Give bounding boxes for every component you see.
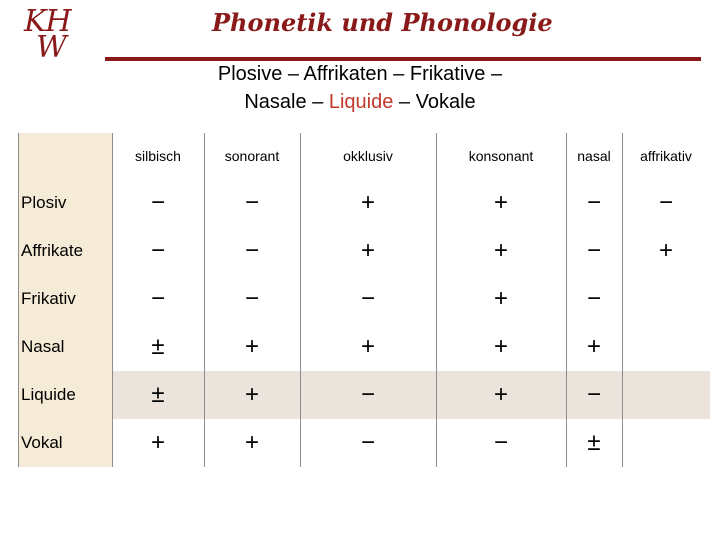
feature-value-cell: + [244,381,259,408]
feature-value-cell: + [586,333,601,360]
feature-value-cell [622,419,710,467]
column-header: sonorant [204,133,300,179]
column-header: okklusiv [300,133,436,179]
slide-title-line1: Plosive – Affrikaten – Frikative – [217,63,503,85]
feature-value-cell: + [493,381,508,408]
column-divider [622,133,623,467]
feature-value-cell: + [244,429,259,456]
feature-value-cell: − [150,189,165,216]
feature-value-cell: + [360,237,375,264]
column-divider [300,133,301,467]
column-header: silbisch [112,133,204,179]
column-divider [436,133,437,467]
feature-value-cell: − [493,429,508,456]
column-divider [18,133,19,467]
feature-value-cell: + [493,285,508,312]
feature-value-cell: − [244,189,259,216]
column-divider [204,133,205,467]
feature-table [18,133,710,467]
row-label: Nasal [18,323,112,371]
feature-value-cell: − [586,285,601,312]
feature-value-cell: − [586,189,601,216]
row-label: Frikativ [18,275,112,323]
feature-value-cell: + [360,333,375,360]
slide-title [150,60,570,116]
feature-value-cell [622,371,710,419]
feature-value-cell: − [586,237,601,264]
column-header: nasal [566,133,622,179]
feature-value-cell [622,275,710,323]
feature-value-cell: ± [151,381,165,408]
logo-line2: W [36,30,67,65]
course-title: Phonetik und Phonologie [212,8,553,37]
feature-value-cell: + [493,237,508,264]
column-divider [566,133,567,467]
row-label: Plosiv [18,179,112,227]
column-header: affrikativ [622,133,710,179]
feature-value-cell: − [360,285,375,312]
row-label: Affrikate [18,227,112,275]
feature-value-cell: − [360,429,375,456]
feature-value-cell: − [586,381,601,408]
logo-line1: KH [24,4,71,39]
slide-title-line2 [150,88,570,116]
slide-title-part2c: – Vokale [393,91,476,113]
feature-value-cell: − [150,285,165,312]
feature-value-cell: − [360,381,375,408]
slide-title-part2a: Nasale – [244,91,329,113]
feature-value-cell: + [150,429,165,456]
feature-value-cell: + [360,189,375,216]
feature-value-cell: − [244,237,259,264]
row-label: Vokal [18,419,112,467]
feature-value-cell: ± [587,429,601,456]
feature-value-cell: − [150,237,165,264]
column-divider [112,133,113,467]
slide-title-highlight: Liquide [328,91,394,113]
khw-logo [22,4,92,65]
column-header: konsonant [436,133,566,179]
feature-value-cell: + [493,189,508,216]
table-corner [18,133,112,179]
feature-value-cell [622,323,710,371]
feature-value-cell: + [244,333,259,360]
feature-value-cell: + [493,333,508,360]
feature-value-cell: + [658,237,673,264]
row-label: Liquide [18,371,112,419]
feature-value-cell: ± [151,333,165,360]
feature-value-cell: − [244,285,259,312]
feature-value-cell: − [658,189,673,216]
